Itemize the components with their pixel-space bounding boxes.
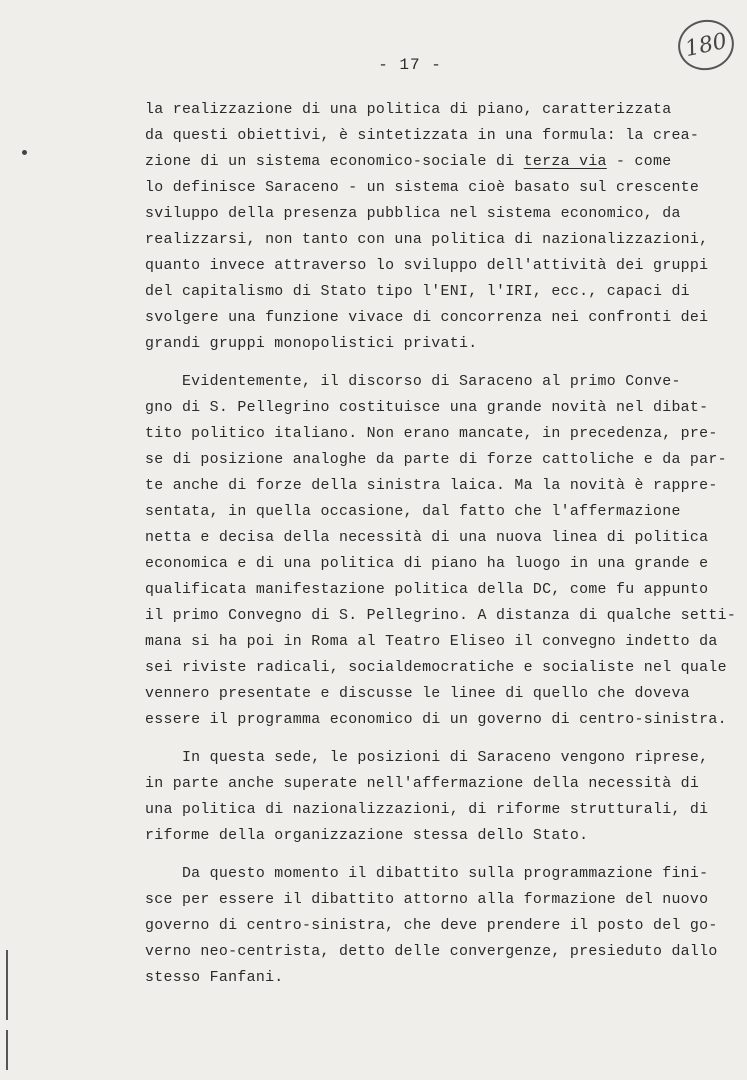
text-line — [145, 152, 671, 172]
underlined-phrase: terza via — [523, 154, 607, 170]
text-line: riforme della organizzazione stessa dello Stato. — [145, 828, 589, 844]
text-line: economica e di una politica di piano ha luogo in una grande e — [145, 556, 709, 572]
text-line: una politica di nazionalizzazioni, di riforme strutturali, di — [145, 802, 709, 818]
margin-dot — [22, 150, 27, 155]
text-line: grandi gruppi monopolistici privati. — [145, 336, 478, 352]
text-line: verno neo-centrista, detto delle convergenze, presieduto dallo — [145, 944, 718, 960]
text-line: governo di centro-sinistra, che deve prendere il posto del go- — [145, 918, 718, 934]
text-line: del capitalismo di Stato tipo l'ENI, l'IRI, ecc., capaci di — [145, 284, 690, 300]
text-line: svolgere una funzione vivace di concorrenza nei confronti dei — [145, 310, 709, 326]
text-line: qualificata manifestazione politica della DC, come fu appunto — [145, 582, 709, 598]
text-line: quanto invece attraverso lo sviluppo dell'attività dei gruppi — [145, 258, 709, 274]
text-line: lo definisce Saraceno - un sistema cioè basato sul crescente — [145, 180, 700, 196]
text-span: - come — [606, 154, 672, 170]
margin-mark — [6, 950, 8, 1020]
text-line: essere il programma economico di un governo di centro-sinistra. — [145, 712, 727, 728]
text-line: stesso Fanfani. — [145, 970, 284, 986]
page-number: - 17 - — [378, 56, 442, 74]
text-line: in parte anche superate nell'affermazione della necessità di — [145, 776, 700, 792]
text-line: Da questo momento il dibattito sulla programmazione fini- — [145, 866, 709, 882]
text-line: se di posizione analoghe da parte di forze cattoliche e da par- — [145, 452, 727, 468]
text-line: tito politico italiano. Non erano mancate, in precedenza, pre- — [145, 426, 718, 442]
text-line: mana si ha poi in Roma al Teatro Eliseo il convegno indetto da — [145, 634, 718, 650]
text-line: sviluppo della presenza pubblica nel sistema economico, da — [145, 206, 681, 222]
text-line: realizzarsi, non tanto con una politica di nazionalizzazioni, — [145, 232, 709, 248]
text-line: vennero presentate e discusse le linee di quello che doveva — [145, 686, 690, 702]
text-line: la realizzazione di una politica di piano, caratterizzata — [145, 102, 672, 118]
text-line: da questi obiettivi, è sintetizzata in una formula: la crea- — [145, 128, 700, 144]
text-line: gno di S. Pellegrino costituisce una grande novità nel dibat- — [145, 400, 709, 416]
text-line: sentata, in quella occasione, dal fatto che l'affermazione — [145, 504, 681, 520]
text-line: te anche di forze della sinistra laica. Ma la novità è rappre- — [145, 478, 718, 494]
text-line: In questa sede, le posizioni di Saraceno vengono riprese, — [145, 750, 709, 766]
margin-mark — [6, 1030, 8, 1070]
folio-stamp: 180 — [673, 15, 738, 76]
text-line: il primo Convegno di S. Pellegrino. A distanza di qualche setti- — [145, 608, 737, 624]
text-line: sce per essere il dibattito attorno alla formazione del nuovo — [145, 892, 709, 908]
text-line: netta e decisa della necessità di una nuova linea di politica — [145, 530, 709, 546]
text-span: zione di un sistema economico-sociale di — [145, 154, 524, 170]
text-line: Evidentemente, il discorso di Saraceno al primo Conve- — [145, 374, 681, 390]
text-line: sei riviste radicali, socialdemocratiche e socialiste nel quale — [145, 660, 727, 676]
